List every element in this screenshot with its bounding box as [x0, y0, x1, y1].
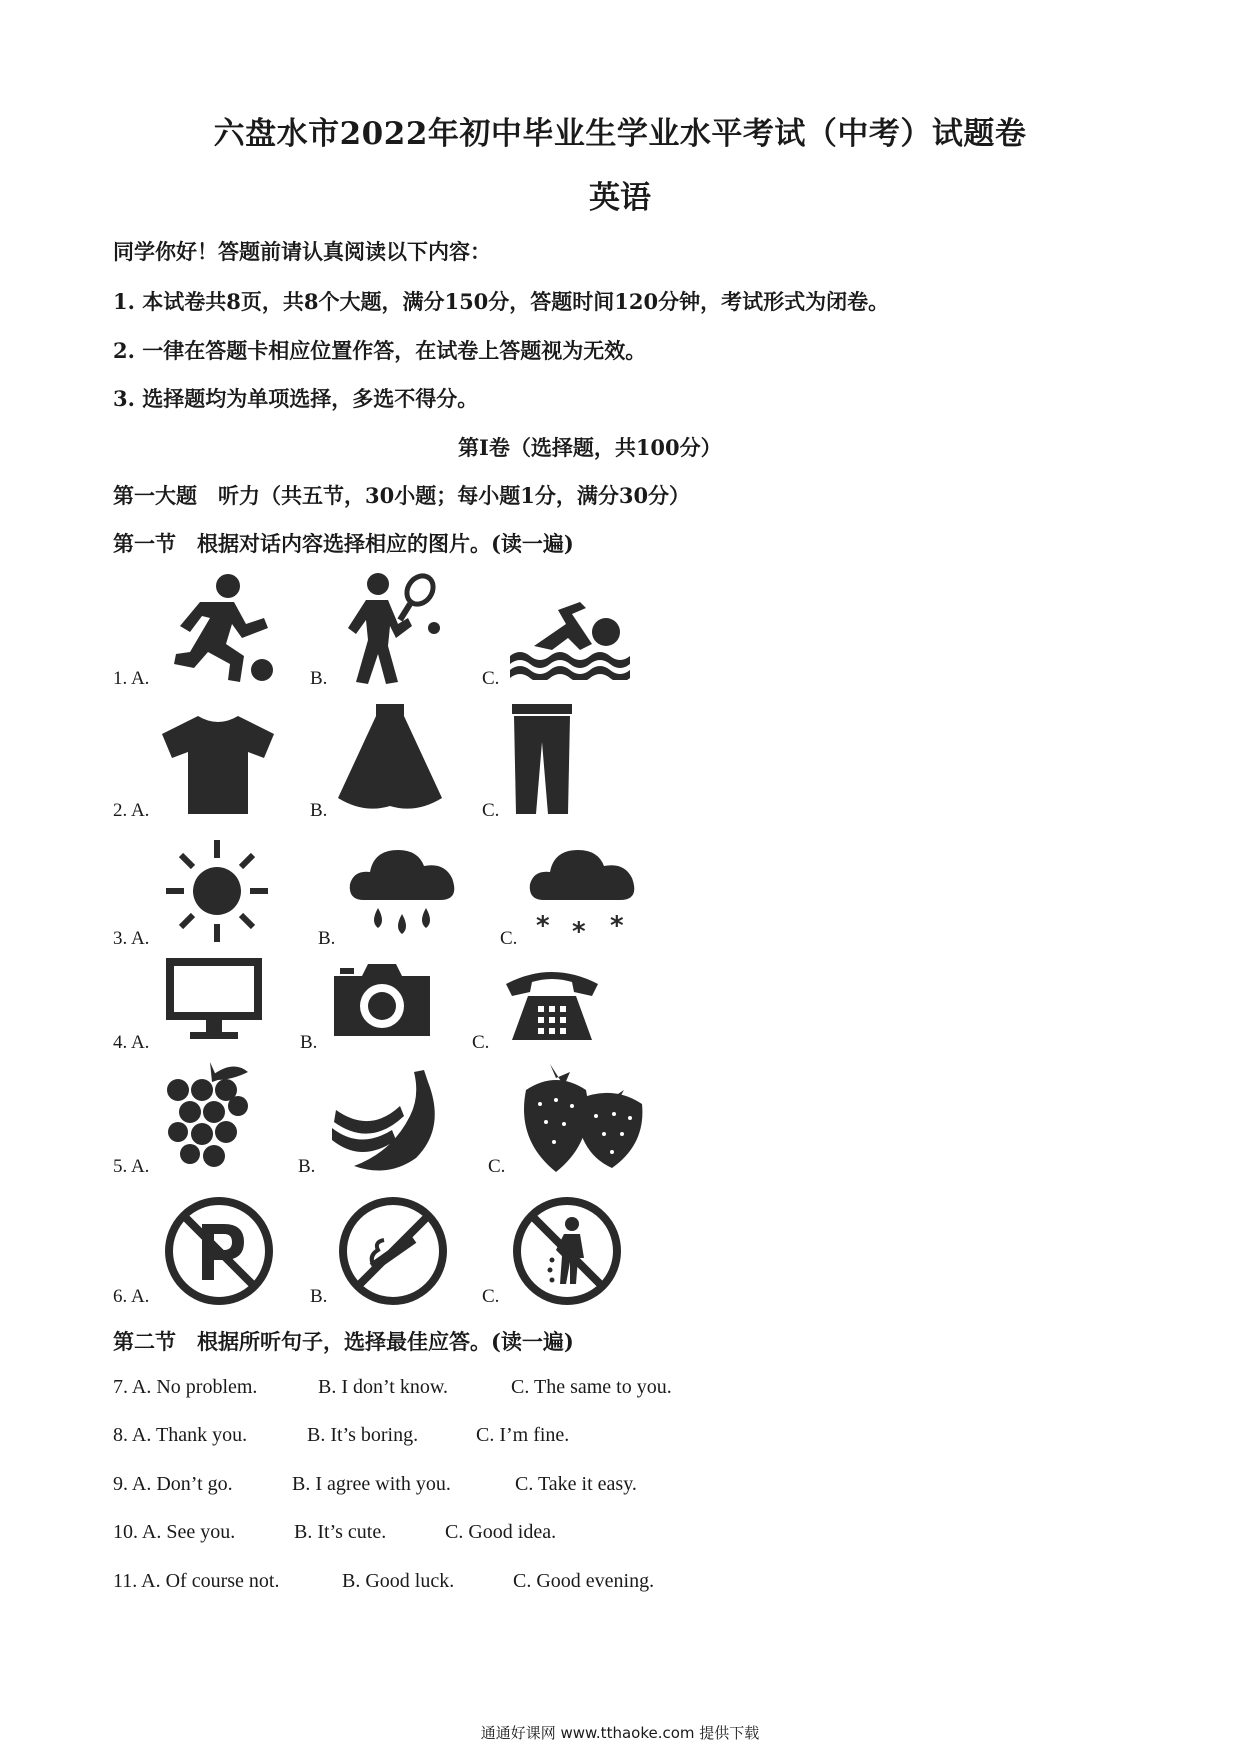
q10-option-b: B. It’s cute. — [294, 1521, 387, 1543]
q9-option-a: 9. A. Don’t go. — [113, 1473, 233, 1495]
q7-row — [113, 1376, 672, 1399]
notice-item-2: 2. 一律在答题卡相应位置作答，在试卷上答题视为无效。 — [113, 338, 647, 363]
q6-label-c: C. — [482, 1286, 500, 1307]
q3-label-b: B. — [318, 928, 336, 949]
q3-label-a: 3. A. — [113, 928, 150, 949]
q4-label-c: C. — [472, 1032, 490, 1053]
exam-title: 六盘水市2022年初中毕业生学业水平考试（中考）试题卷 — [213, 116, 1027, 152]
q9-row — [113, 1473, 637, 1496]
q1-label-a: 1. A. — [113, 668, 150, 689]
monitor-icon — [164, 956, 264, 1040]
no-parking-icon — [164, 1196, 274, 1306]
q10-option-a: 10. A. See you. — [113, 1521, 236, 1543]
q2-label-b: B. — [310, 800, 328, 821]
snow-cloud-icon — [528, 842, 638, 942]
section1-heading: 第一大题 听力（共五节，30小题；每小题1分，满分30分） — [113, 483, 691, 508]
q5-label-a: 5. A. — [113, 1156, 150, 1177]
notice-greeting: 同学你好！答题前请认真阅读以下内容： — [113, 239, 491, 264]
tennis-player-icon — [338, 570, 444, 684]
q6-label-a: 6. A. — [113, 1286, 150, 1307]
trousers-icon — [510, 702, 574, 814]
grapes-icon — [164, 1060, 252, 1170]
q8-row — [113, 1424, 569, 1447]
exam-subject: 英语 — [589, 180, 651, 216]
q9-option-c: C. Take it easy. — [515, 1473, 637, 1495]
q8-option-a: 8. A. Thank you. — [113, 1424, 248, 1446]
q1-label-c: C. — [482, 668, 500, 689]
sub1-heading: 第一节 根据对话内容选择相应的图片。(读一遍) — [113, 531, 574, 556]
q1-label-b: B. — [310, 668, 328, 689]
q4-label-b: B. — [300, 1032, 318, 1053]
camera-icon — [332, 960, 432, 1038]
skirt-icon — [336, 702, 444, 814]
q6-label-b: B. — [310, 1286, 328, 1307]
no-littering-icon — [512, 1196, 622, 1306]
q3-label-c: C. — [500, 928, 518, 949]
q10-row — [113, 1521, 556, 1544]
q10-option-c: C. Good idea. — [445, 1521, 557, 1543]
q7-option-a: 7. A. No problem. — [113, 1376, 258, 1398]
q8-option-b: B. It’s boring. — [307, 1424, 419, 1446]
svg-text:*: * — [610, 911, 624, 941]
q11-option-b: B. Good luck. — [342, 1570, 455, 1592]
q9-option-b: B. I agree with you. — [292, 1473, 451, 1495]
q7-option-c: C. The same to you. — [511, 1376, 672, 1398]
telephone-icon — [504, 966, 600, 1042]
swimmer-icon — [510, 598, 630, 680]
q11-option-c: C. Good evening. — [513, 1570, 655, 1592]
svg-text:*: * — [572, 917, 586, 942]
no-smoking-icon — [338, 1196, 448, 1306]
sun-icon — [164, 838, 270, 944]
rain-cloud-icon — [348, 842, 458, 942]
q2-label-c: C. — [482, 800, 500, 821]
q7-option-b: B. I don’t know. — [318, 1376, 448, 1398]
q4-label-a: 4. A. — [113, 1032, 150, 1053]
strawberries-icon — [516, 1060, 646, 1174]
q11-option-a: 11. A. Of course not. — [113, 1570, 280, 1592]
svg-text:*: * — [536, 911, 550, 941]
notice-item-3: 3. 选择题均为单项选择，多选不得分。 — [113, 386, 479, 411]
soccer-player-icon — [160, 572, 280, 684]
q2-label-a: 2. A. — [113, 800, 150, 821]
footer-source: 通通好课网 www.tthaoke.com 提供下载 — [480, 1724, 760, 1742]
q8-option-c: C. I’m fine. — [476, 1424, 570, 1446]
tshirt-icon — [160, 712, 276, 814]
notice-item-1: 1. 本试卷共8页，共8个大题，满分150分，答题时间120分钟，考试形式为闭卷。 — [113, 289, 890, 314]
bananas-icon — [330, 1068, 450, 1172]
q5-label-b: B. — [298, 1156, 316, 1177]
q5-label-c: C. — [488, 1156, 506, 1177]
part1-heading: 第Ⅰ卷（选择题，共100分） — [458, 435, 722, 460]
sub2-heading: 第二节 根据所听句子，选择最佳应答。(读一遍) — [113, 1329, 574, 1354]
q11-row — [113, 1570, 654, 1593]
